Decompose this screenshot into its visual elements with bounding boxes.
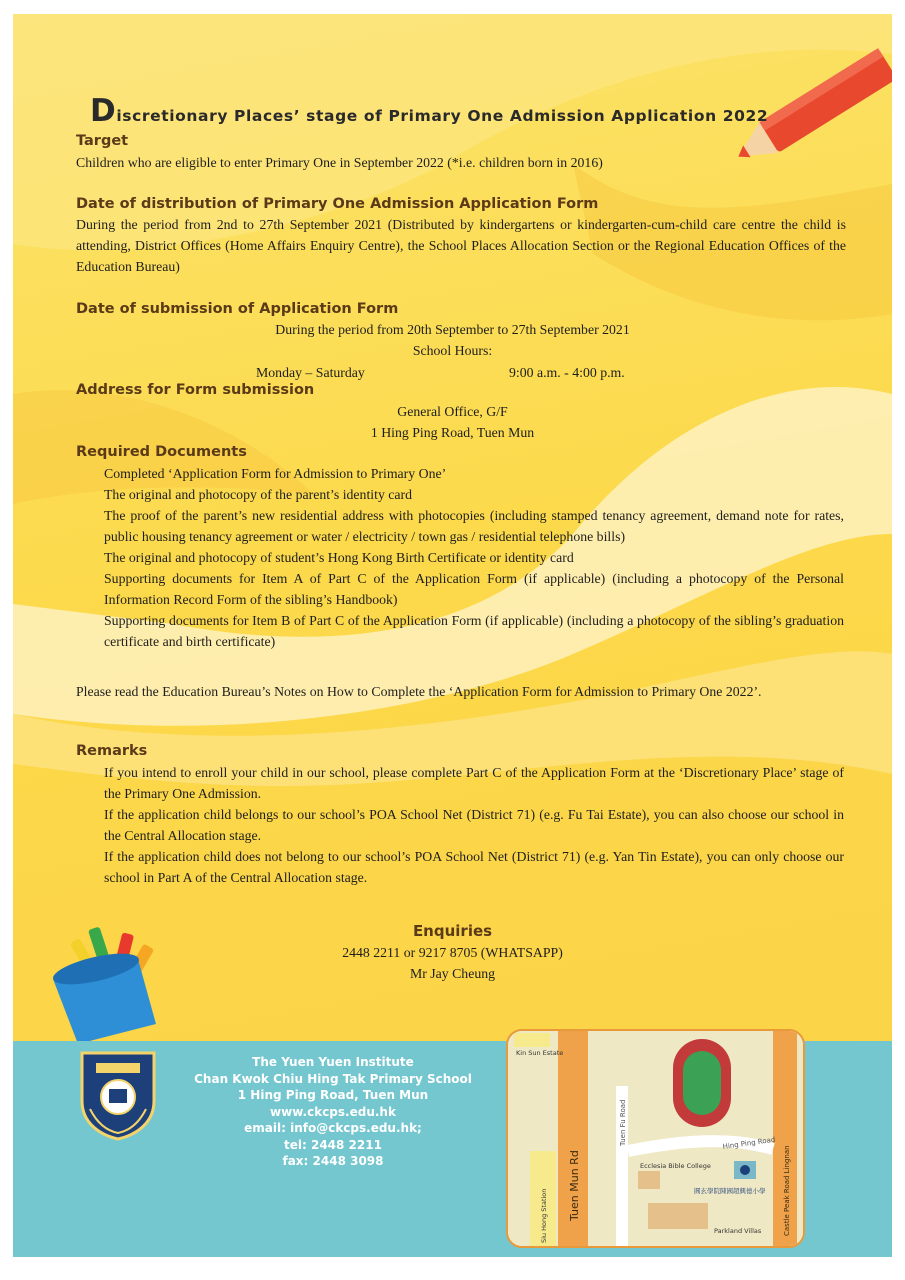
school-location-marker-icon — [740, 1165, 750, 1175]
enquiries-heading: Enquiries — [412, 922, 493, 940]
map-label-parkland: Parkland Villas — [714, 1227, 762, 1235]
submission-time: 9:00 a.m. - 4:00 p.m. — [509, 365, 625, 380]
school-name-line1: The Yuen Yuen Institute — [252, 1055, 414, 1069]
school-email[interactable]: email: info@ckcps.edu.hk; — [244, 1121, 422, 1135]
documents-heading: Required Documents — [76, 444, 247, 460]
school-website[interactable]: www.ckcps.edu.hk — [270, 1104, 396, 1119]
map-label-school: 圓玄學院陳國超興德小學 — [694, 1187, 766, 1195]
school-name-line2: Chan Kwok Chiu Hing Tak Primary School — [194, 1071, 472, 1086]
list-item: Completed ‘Application Form for Admission to Primary One’ — [104, 466, 447, 481]
list-item: The original and photocopy of the parent’s identity card — [104, 487, 413, 502]
school-hours-label: School Hours: — [412, 343, 493, 358]
distribution-heading: Date of distribution of Primary One Admission Application Form — [76, 196, 599, 212]
enquiries-phones: 2448 2211 or 9217 8705 (WHATSAPP) — [342, 945, 563, 960]
address-line1: General Office, G/F — [397, 404, 508, 419]
school-info — [173, 1054, 493, 1170]
documents-note: Please read the Education Bureau’s Notes on How to Complete the ‘Application Form for Admission to Primary One 2022’. — [76, 684, 762, 699]
map-graphic — [508, 1031, 803, 1246]
map-label-station: Siu Hong Station — [540, 1188, 548, 1243]
map-label-church: Ecclesia Bible College — [640, 1162, 711, 1170]
list-item: Supporting documents for Item A of Part C of the Application Form (if applicable) (including a photocopy of the Personal Information Record Form of the sibling’s Handbook) — [104, 571, 844, 607]
map-label-tuen-fu-rd: Tuen Fu Road — [619, 1099, 627, 1146]
school-crest-icon — [78, 1049, 158, 1141]
enquiries-contact: Mr Jay Cheung — [409, 966, 496, 981]
school-address: 1 Hing Ping Road, Tuen Mun — [237, 1088, 429, 1102]
remarks-heading: Remarks — [76, 743, 148, 759]
target-text: Children who are eligible to enter Primary One in September 2022 (*i.e. children born in 2016) — [76, 155, 603, 170]
location-map — [506, 1029, 805, 1248]
map-label-hing-ping-rd: Hing Ping Road — [722, 1135, 776, 1151]
list-item: The original and photocopy of student’s Hong Kong Birth Certificate or identity card — [104, 550, 574, 565]
submission-period: During the period from 20th September to 27th September 2021 — [275, 322, 630, 337]
school-tel: tel: 2448 2211 — [284, 1137, 382, 1152]
list-item: If the application child does not belong to our school’s POA School Net (District 71) (e.g. Yan Tin Estate), you can only choose our school in Part A of the Central Allocation stage. — [104, 849, 844, 885]
target-heading: Target — [76, 133, 129, 149]
school-fax: fax: 2448 3098 — [282, 1154, 384, 1168]
map-label-castle-peak-rd: Castle Peak Road Lingnan — [783, 1145, 791, 1236]
documents-list — [104, 463, 844, 652]
list-item: If the application child belongs to our school’s POA School Net (District 71) (e.g. Fu Tai Estate), you can also choose our school in the Central Allocation stage. — [104, 807, 844, 843]
page-title: Discretionary Places’ stage of Primary One Admission Application 2022 — [90, 93, 769, 129]
address-line2: 1 Hing Ping Road, Tuen Mun — [370, 425, 535, 440]
list-item: Supporting documents for Item B of Part C of the Application Form (if applicable) (including a photocopy of the sibling’s graduation certificate and birth certificate) — [104, 613, 844, 649]
list-item: If you intend to enroll your child in our school, please complete Part C of the Application Form at the ‘Discretionary Place’ stage of the Primary One Admission. — [104, 765, 844, 801]
map-label-kin-sun: Kin Sun Estate — [516, 1049, 564, 1057]
address-heading: Address for Form submission — [76, 382, 315, 398]
submission-days: Monday – Saturday — [256, 365, 365, 380]
remarks-list — [104, 762, 844, 888]
distribution-text: During the period from 2nd to 27th September 2021 (Distributed by kindergartens or kindergarten-cum-child care centre the child is attending, District Offices (Home Affairs Enquiry Centre), the School Places Allocation Section or the Regional Education Offices of the Education Bureau) — [76, 217, 846, 274]
list-item: The proof of the parent’s new residential address with photocopies (including stamped tenancy agreement, demand note for rates, public housing tenancy agreement or water / electricity / town gas / residential telephone bills) — [104, 508, 844, 544]
submission-heading: Date of submission of Application Form — [76, 301, 399, 317]
map-label-tuen-mun-rd: Tuen Mun Rd — [568, 1150, 581, 1221]
flyer — [13, 14, 892, 1257]
